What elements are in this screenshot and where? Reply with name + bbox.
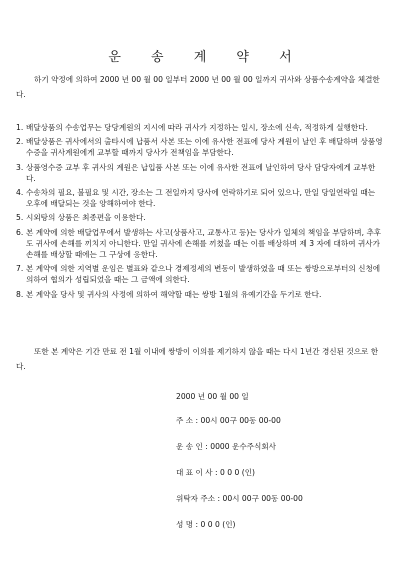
clause-number: 2. [16,137,24,147]
document-title: 운 송 계 약 서 [108,50,305,65]
clause-number: 7. [16,264,24,274]
signature-line-name [176,520,236,530]
signature-line-ceo [176,468,255,478]
clause-item [16,136,384,158]
signature-line-carrier [176,442,276,452]
clause-number: 8. [16,289,24,299]
clause-list [16,122,384,303]
clause-number: 3. [16,162,24,172]
clause-text: 시외탕의 상품은 최종편을 이용한다. [26,213,146,223]
clause-text: 수송차의 필요, 불필요 및 시간, 장소는 그 전일까지 당사에 연락하기로 되어 있으나, 만일 당일연락일 때는 오후에 배달되는 것을 양해하여야 한다. [26,188,376,209]
signature-value: 0000 운수주식회사 [210,442,277,451]
clause-number: 6. [16,227,24,237]
clause-item [16,122,384,133]
signature-label: 대 표 이 사 [176,468,213,477]
clause-item [16,227,384,261]
signature-value: 0 0 0 (인) [220,468,255,477]
signature-label: 운 송 인 [176,442,203,451]
clause-text: 본 계약에 의한 배달업무에서 발생하는 사고(상품사고, 교통사고 등)는 당사가 일체의 책임을 부담하며, 추후도 귀사에 손해를 끼치지 아니한다. 만일 귀사에 손해를 끼쳤을 때는 이를 배상하며 제 3 자에 대하여 귀사가 손해를 배상할 때에는 그 구상에 응한다. [26,227,382,260]
signature-colon: : [195,416,201,425]
clause-number: 4. [16,188,24,198]
signature-colon: : [195,520,201,529]
clause-number: 5. [16,213,24,223]
signature-colon: : [205,442,211,451]
intro-paragraph: 하기 약정에 의하여 2000 년 00 월 00 일부터 2000 년 00 월 00 일까지 귀사와 상품수송계약을 체결한다. [16,75,380,99]
clause-number: 1. [16,123,24,132]
contract-date: 2000 년 00 월 00 일 [176,392,249,401]
clause-text: 배달상품의 수송업무는 당당계원의 지시에 따라 귀사가 지정하는 일시, 장소에 신속, 적정하게 실행한다. [26,123,368,132]
closing-paragraph: 또한 본 계약은 기간 만료 전 1월 이내에 쌍방이 이의를 제기하지 않을 때는 다시 1년간 경신된 것으로 한다. [16,347,379,371]
clause-item [16,187,384,209]
signature-value: 00시 00구 00동 00-00 [222,494,303,503]
signature-label: 주 소 [176,416,194,425]
clause-item [16,263,384,285]
clause-item [16,212,384,223]
signature-line-address [176,416,281,426]
clause-text: 본 계약을 당사 및 귀사의 사정에 의하여 해약할 때는 쌍방 1월의 유예기간을 두기로 한다. [26,289,322,299]
signature-colon: : [215,468,220,477]
signature-colon: : [217,494,223,503]
signature-label: 성 명 [176,520,194,529]
clause-text: 배달상품은 귀사에서의 출타시에 납품서 사본 또는 이에 유사한 전표에 당사 계원이 날인 후 배달하며 상품영수증을 귀사계원에게 교부할 때까지 당사가 전책임을 부담한다. [26,137,383,158]
clause-item [16,289,384,300]
signature-value: 0 0 0 (인) [200,520,236,529]
signature-label: 위탁자 주소 [176,494,216,503]
clause-text: 상품영수증 교부 후 귀사의 계원은 납입품 사본 또는 이에 유사한 전표에 날인하여 당사 담당자에게 교부한다. [26,162,376,183]
clause-text: 본 계약에 의한 지역별 운임은 별표와 같으나 경제정세의 변동이 발생하였을 때 또는 쌍방으로부터의 신청에 의하여 협의가 성립되었을 때는 그 금액에 의한다. [26,264,381,285]
clause-item [16,162,384,184]
signature-value: 00시 00구 00동 00-00 [200,416,281,425]
signature-line-consignor-address [176,494,303,504]
